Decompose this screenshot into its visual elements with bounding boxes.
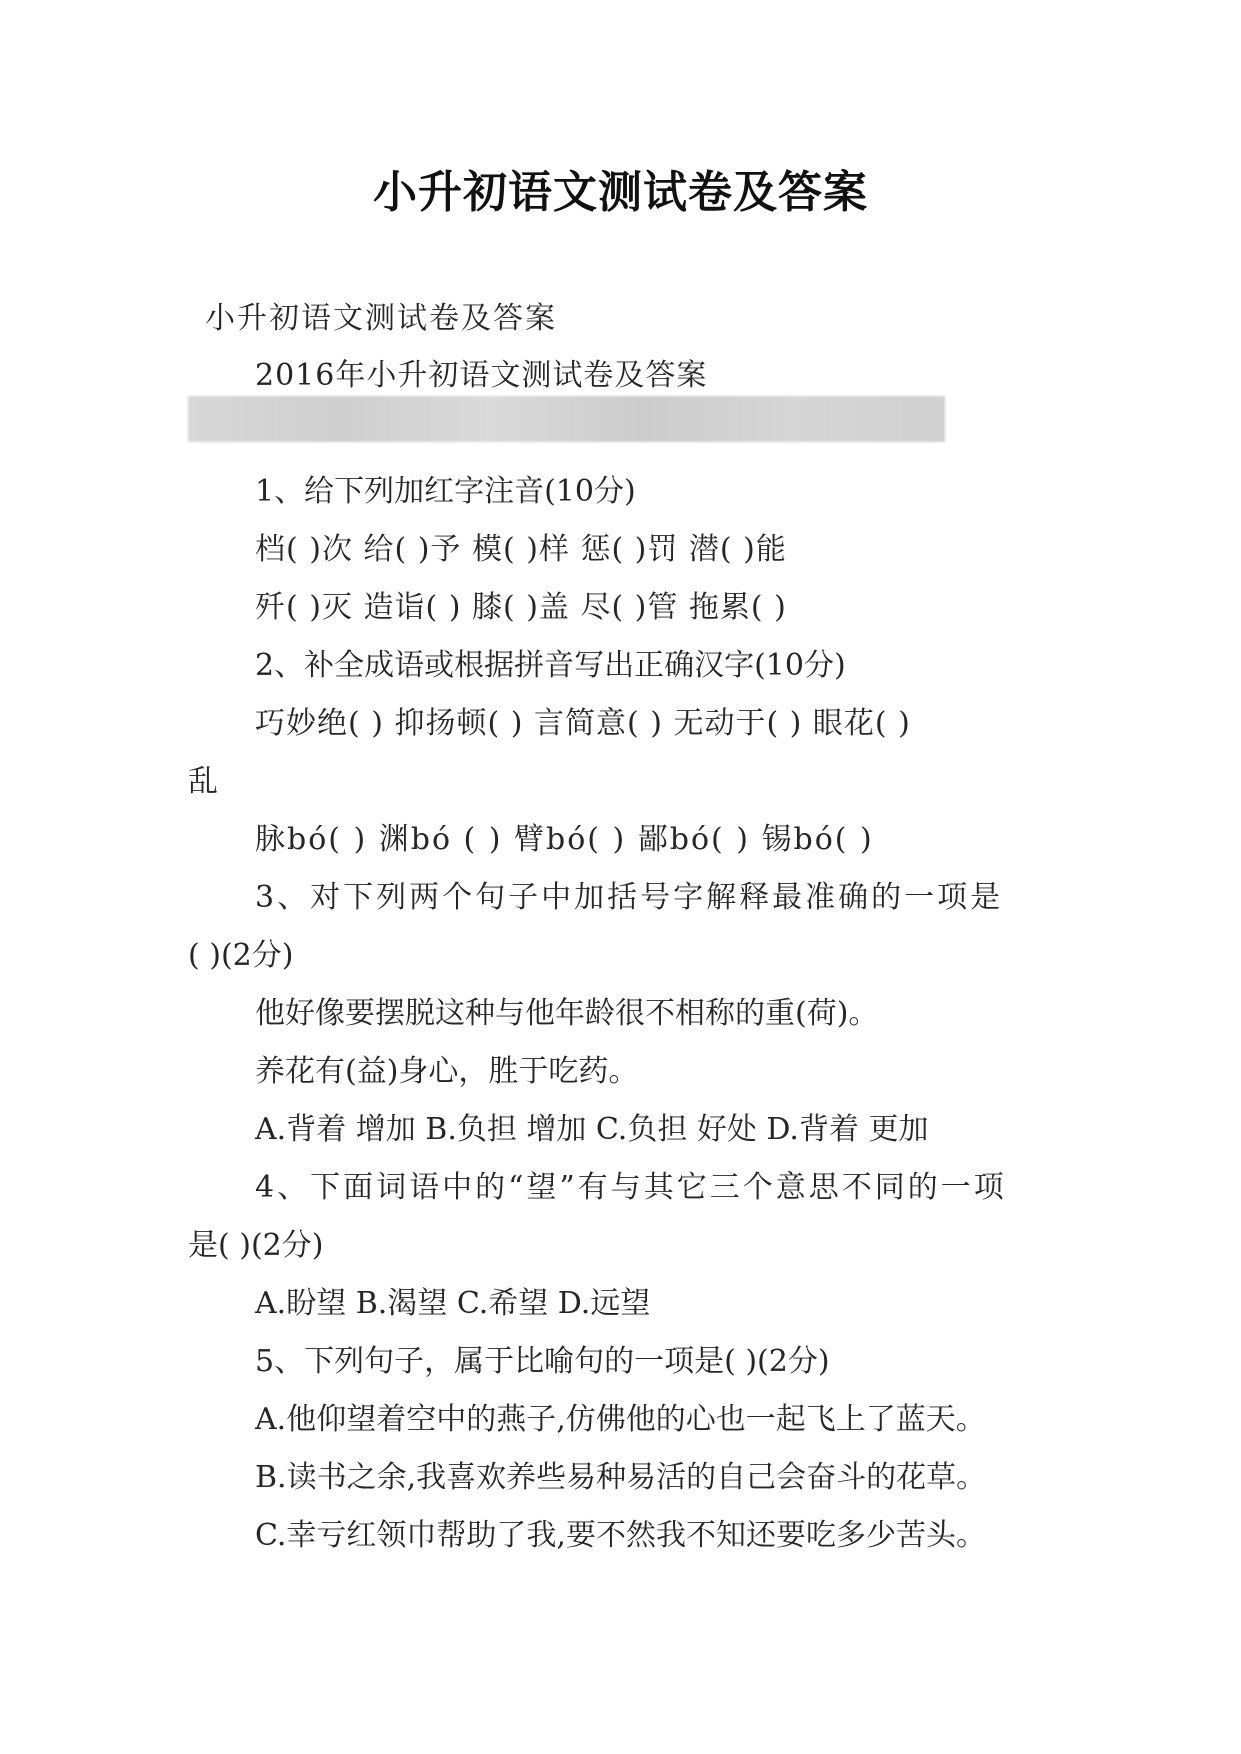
question-2-items-a: 巧妙绝( ) 抑扬顿( ) 言简意( ) 无动于( ) 眼花( ) — [255, 706, 911, 741]
doc-subtitle: 小升初语文测试卷及答案 — [205, 301, 557, 336]
question-4-line-wrap: 是( )(2分) — [188, 1228, 324, 1263]
question-4-options: A.盼望 B.渴望 C.希望 D.远望 — [255, 1286, 651, 1321]
question-5-option-c: C.幸亏红领巾帮助了我,要不然我不知还要吃多少苦头。 — [255, 1518, 986, 1553]
blurred-line — [188, 396, 945, 442]
doc-heading-2016: 2016年小升初语文测试卷及答案 — [255, 358, 708, 393]
question-1-items-b: 歼( )灭 造诣( ) 膝( )盖 尽( )管 拖累( ) — [255, 590, 787, 625]
question-3-options: A.背着 增加 B.负担 增加 C.负担 好处 D.背着 更加 — [255, 1112, 929, 1147]
question-3-sentence-b: 养花有(益)身心，胜于吃药。 — [255, 1054, 639, 1089]
question-3-line-wrap: ( )(2分) — [188, 938, 294, 973]
question-2-line: 2、补全成语或根据拼音写出正确汉字(10分) — [255, 648, 846, 683]
question-5-option-b: B.读书之余,我喜欢养些易种易活的自己会奋斗的花草。 — [255, 1460, 987, 1495]
question-3-sentence-a: 他好像要摆脱这种与他年龄很不相称的重(荷)。 — [255, 996, 879, 1031]
question-5-line: 5、下列句子，属于比喻句的一项是( )(2分) — [255, 1344, 830, 1379]
question-1-line: 1、给下列加红字注音(10分) — [255, 474, 636, 509]
question-3-line: 3、对下列两个句子中加括号字解释最准确的一项是 — [255, 880, 1004, 915]
question-1-items-a: 档( )次 给( )予 模( )样 惩( )罚 潜( )能 — [255, 532, 787, 567]
question-4-line: 4、下面词语中的“望”有与其它三个意思不同的一项 — [255, 1170, 1007, 1205]
question-2-items-b: 脉bó( ) 渊bó ( ) 臂bó( ) 鄙bó( ) 锡bó( ) — [255, 822, 874, 857]
page-title: 小升初语文测试卷及答案 — [373, 167, 868, 218]
question-5-option-a: A.他仰望着空中的燕子,仿佛他的心也一起飞上了蓝天。 — [255, 1402, 986, 1437]
question-2-items-a-wrap: 乱 — [188, 764, 218, 799]
